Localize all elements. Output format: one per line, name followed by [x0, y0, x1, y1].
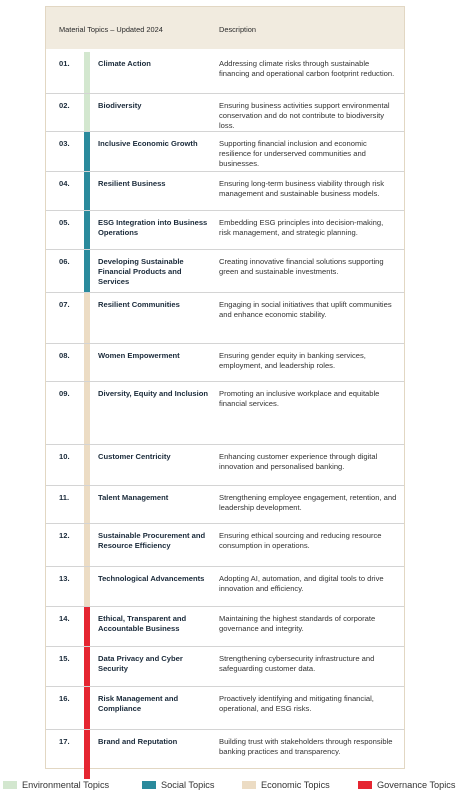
table-row [46, 211, 404, 250]
topic-number: 10. [59, 452, 70, 461]
topic-description: Supporting financial inclusion and economic resilience for underserved communities and businesses. [219, 139, 367, 169]
category-color-bar [84, 132, 90, 171]
legend-item-economic [242, 780, 330, 790]
table-row [46, 567, 404, 607]
topic-name: Customer Centricity [98, 452, 171, 461]
table-row [46, 52, 404, 94]
category-color-bar [84, 687, 90, 729]
topic-description: Adopting AI, automation, and digital tools to drive innovation and efficiency. [219, 574, 384, 594]
topic-description: Addressing climate risks through sustainable financing and operational carbon footprint reduction. [219, 59, 395, 79]
topic-number: 15. [59, 654, 70, 663]
table-row [46, 293, 404, 344]
topic-name: Resilient Business [98, 179, 166, 188]
category-color-bar [84, 344, 90, 381]
topic-name: Climate Action [98, 59, 151, 68]
topic-description: Proactively identifying and mitigating financial, operational, and ESG risks. [219, 694, 374, 714]
topic-description: Strengthening employee engagement, retention, and leadership development. [219, 493, 397, 513]
legend-swatch [3, 781, 17, 789]
table-row [46, 94, 404, 132]
table-row [46, 687, 404, 730]
category-color-bar [84, 250, 90, 292]
topic-name: Biodiversity [98, 101, 142, 110]
topic-name: Sustainable Procurement and Resource Efficiency [98, 531, 206, 551]
table-row [46, 344, 404, 382]
topic-description: Embedding ESG principles into decision-making, risk management, and strategic planning. [219, 218, 384, 238]
topic-name: Talent Management [98, 493, 169, 502]
topic-name: Brand and Reputation [98, 737, 178, 746]
topic-name: Technological Advancements [98, 574, 205, 583]
topic-name: ESG Integration into Business Operations [98, 218, 208, 238]
table-row [46, 486, 404, 524]
table-row [46, 382, 404, 445]
topic-number: 17. [59, 737, 70, 746]
topic-number: 13. [59, 574, 70, 583]
topic-description: Ensuring ethical sourcing and reducing resource consumption in operations. [219, 531, 382, 551]
header-material-topics: Material Topics – Updated 2024 [59, 25, 163, 34]
topic-number: 08. [59, 351, 70, 360]
category-color-bar [84, 211, 90, 249]
table-row [46, 172, 404, 211]
topic-number: 03. [59, 139, 70, 148]
material-topics-table [45, 6, 405, 769]
topic-number: 09. [59, 389, 70, 398]
topic-description: Building trust with stakeholders through responsible banking practices and transparency. [219, 737, 393, 757]
topic-name: Developing Sustainable Financial Products and Services [98, 257, 184, 287]
table-row [46, 730, 404, 779]
topic-number: 04. [59, 179, 70, 188]
category-color-bar [84, 382, 90, 444]
topic-name: Women Empowerment [98, 351, 180, 360]
legend-item-environmental [3, 780, 109, 790]
topic-description: Ensuring business activities support environmental conservation and do not contribute to biodiversity loss. [219, 101, 390, 131]
topic-description: Strengthening cybersecurity infrastructure and safeguarding customer data. [219, 654, 375, 674]
table-row [46, 445, 404, 486]
topic-name: Risk Management and Compliance [98, 694, 179, 714]
topic-name: Inclusive Economic Growth [98, 139, 198, 148]
table-row [46, 607, 404, 647]
legend-swatch [242, 781, 256, 789]
legend-label: Governance Topics [377, 780, 456, 790]
topic-description: Promoting an inclusive workplace and equitable financial services. [219, 389, 380, 409]
table-row [46, 250, 404, 293]
category-color-bar [84, 730, 90, 779]
topic-name: Data Privacy and Cyber Security [98, 654, 183, 674]
category-color-bar [84, 486, 90, 523]
legend-label: Social Topics [161, 780, 215, 790]
legend-label: Environmental Topics [22, 780, 110, 790]
topic-number: 05. [59, 218, 70, 227]
legend-item-governance [358, 780, 455, 790]
category-color-bar [84, 52, 90, 93]
topic-number: 02. [59, 101, 70, 110]
topic-name: Ethical, Transparent and Accountable Business [98, 614, 187, 634]
topic-description: Ensuring long-term business viability through risk management and sustainable business models. [219, 179, 385, 199]
table-row [46, 647, 404, 687]
legend-swatch [142, 781, 156, 789]
table-header [46, 7, 404, 49]
header-description: Description [219, 25, 256, 34]
category-color-bar [84, 445, 90, 485]
topic-number: 07. [59, 300, 70, 309]
category-legend [0, 780, 470, 794]
category-color-bar [84, 94, 90, 131]
legend-item-social [142, 780, 214, 790]
category-color-bar [84, 567, 90, 606]
topic-description: Enhancing customer experience through digital innovation and personalised banking. [219, 452, 378, 472]
topic-name: Diversity, Equity and Inclusion [98, 389, 208, 398]
category-color-bar [84, 172, 90, 210]
topic-name: Resilient Communities [98, 300, 180, 309]
topic-number: 16. [59, 694, 70, 703]
table-row [46, 132, 404, 172]
category-color-bar [84, 524, 90, 566]
topic-description: Creating innovative financial solutions supporting green and sustainable investments. [219, 257, 384, 277]
table-body [46, 52, 404, 779]
legend-label: Economic Topics [261, 780, 330, 790]
category-color-bar [84, 647, 90, 686]
table-row [46, 524, 404, 567]
topic-number: 06. [59, 257, 70, 266]
topic-number: 14. [59, 614, 70, 623]
topic-number: 11. [59, 493, 70, 502]
topic-number: 01. [59, 59, 70, 68]
category-color-bar [84, 293, 90, 343]
topic-number: 12. [59, 531, 70, 540]
legend-swatch [358, 781, 372, 789]
topic-description: Maintaining the highest standards of corporate governance and integrity. [219, 614, 376, 634]
category-color-bar [84, 607, 90, 646]
topic-description: Engaging in social initiatives that uplift communities and enhance economic stability. [219, 300, 392, 320]
topic-description: Ensuring gender equity in banking services, employment, and leadership roles. [219, 351, 366, 371]
